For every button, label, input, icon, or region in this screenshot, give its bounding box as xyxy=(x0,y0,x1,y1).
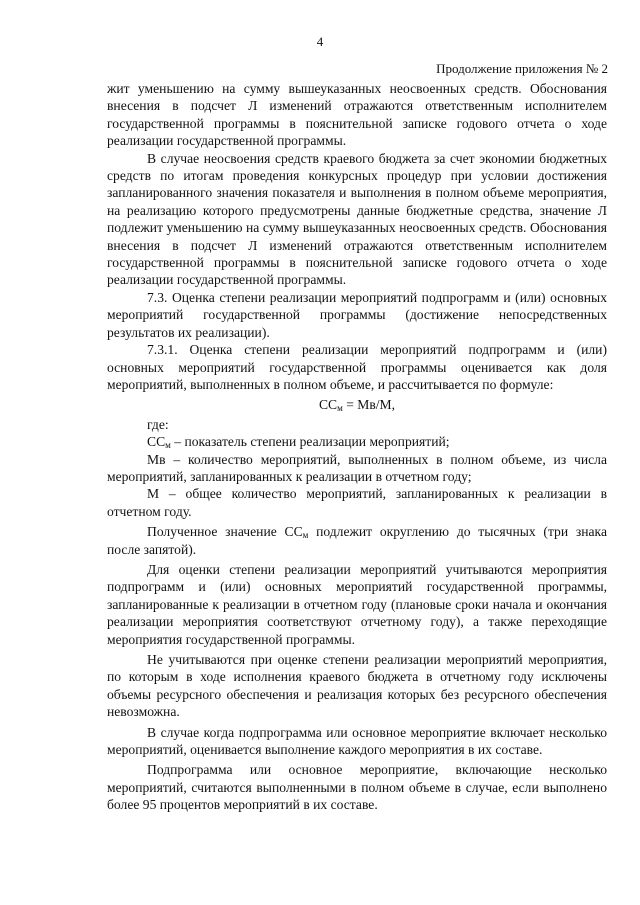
page-number: 4 xyxy=(316,34,324,49)
paragraph-budget-savings: В случае неосвоения средств краевого бюджета за счет экономии бюджетных средств по итогам проведения конкурсных процедур при условии достижения запланированного значения показателя и выполнения в полном объеме мероприятия, на реализацию которого предусмотрены данные бюджетные средства, значение Л подлежит уменьшению на сумму вышеуказанных неосвоенных средств. Обоснования внесения в подсчет Л изменений отражаются ответственным исполнителем государственной программы в пояснительной записке годового отчета о ходе реализации государственной программы. xyxy=(107,150,607,288)
paragraph-section-7-3-1: 7.3.1. Оценка степени реализации мероприятий подпрограмм и (или) основных мероприятий государственной программы оценивается как доля мероприятий, выполненных в полном объеме, и рассчитывается по формуле: xyxy=(107,342,607,392)
definition-mv: Мв – количество мероприятий, выполненных в полном объеме, из числа мероприятий, запланированных к реализации в отчетном году; xyxy=(107,451,607,484)
definition-ssm-symbol: СС xyxy=(147,434,166,450)
rounding-subscript: м xyxy=(302,530,309,541)
document-body xyxy=(107,80,607,814)
paragraph-excluded-activities: Не учитываются при оценке степени реализации мероприятий мероприятия, по которым в ходе исполнения краевого бюджета в отчетному году исключены объемы ресурсного обеспечения и реализация которых без ресурсного обеспечения невозможна. xyxy=(107,652,607,720)
rounding-suffix: подлежит округлению до тысячных (три знака после запятой). xyxy=(107,524,607,557)
rounding-prefix: Полученное значение СС xyxy=(147,524,303,540)
definition-ssm xyxy=(107,433,607,450)
paragraph-multiple-activities: В случае когда подпрограмма или основное мероприятие включает несколько мероприятий, оценивается выполнение каждого мероприятия в их составе. xyxy=(107,724,607,758)
formula xyxy=(107,396,607,413)
definition-m: М – общее количество мероприятий, запланированных к реализации в отчетном году. xyxy=(107,486,607,519)
formula-rhs: = Мв/М, xyxy=(342,397,396,413)
where-label: где: xyxy=(147,416,169,432)
paragraph-completion-threshold: Подпрограмма или основное мероприятие, включающие несколько мероприятий, считаются выполненными в полном объеме в случае, если выполнено более 95 процентов мероприятий в их составе. xyxy=(107,762,607,813)
definition-ssm-text: – показатель степени реализации мероприятий; xyxy=(170,434,450,450)
appendix-label: Продолжение приложения № 2 xyxy=(436,61,608,76)
definition-ssm-subscript: м xyxy=(165,440,171,451)
paragraph-section-7-3: 7.3. Оценка степени реализации мероприятий подпрограмм и (или) основных мероприятий государственной программы (достижение непосредственных результатов их реализации). xyxy=(107,289,607,340)
paragraph-rounding xyxy=(107,523,607,558)
paragraph-included-activities: Для оценки степени реализации мероприятий учитываются мероприятия подпрограмм и (или) основных мероприятий государственной программы, запланированные к реализации в отчетном году (плановые сроки начала и окончания реализации мероприятия соответствуют отчетному году), а также переходящие мероприятия государственной программы. xyxy=(107,561,607,647)
formula-lhs-subscript: м xyxy=(337,403,343,414)
formula-lhs: СС xyxy=(318,397,338,413)
paragraph-continuation: жит уменьшению на сумму вышеуказанных неосвоенных средств. Обоснования внесения в подсчет Л изменений отражаются ответственным исполнителем государственной программы в пояснительной записке годового отчета о ходе реализации государственной программы. xyxy=(107,81,607,149)
